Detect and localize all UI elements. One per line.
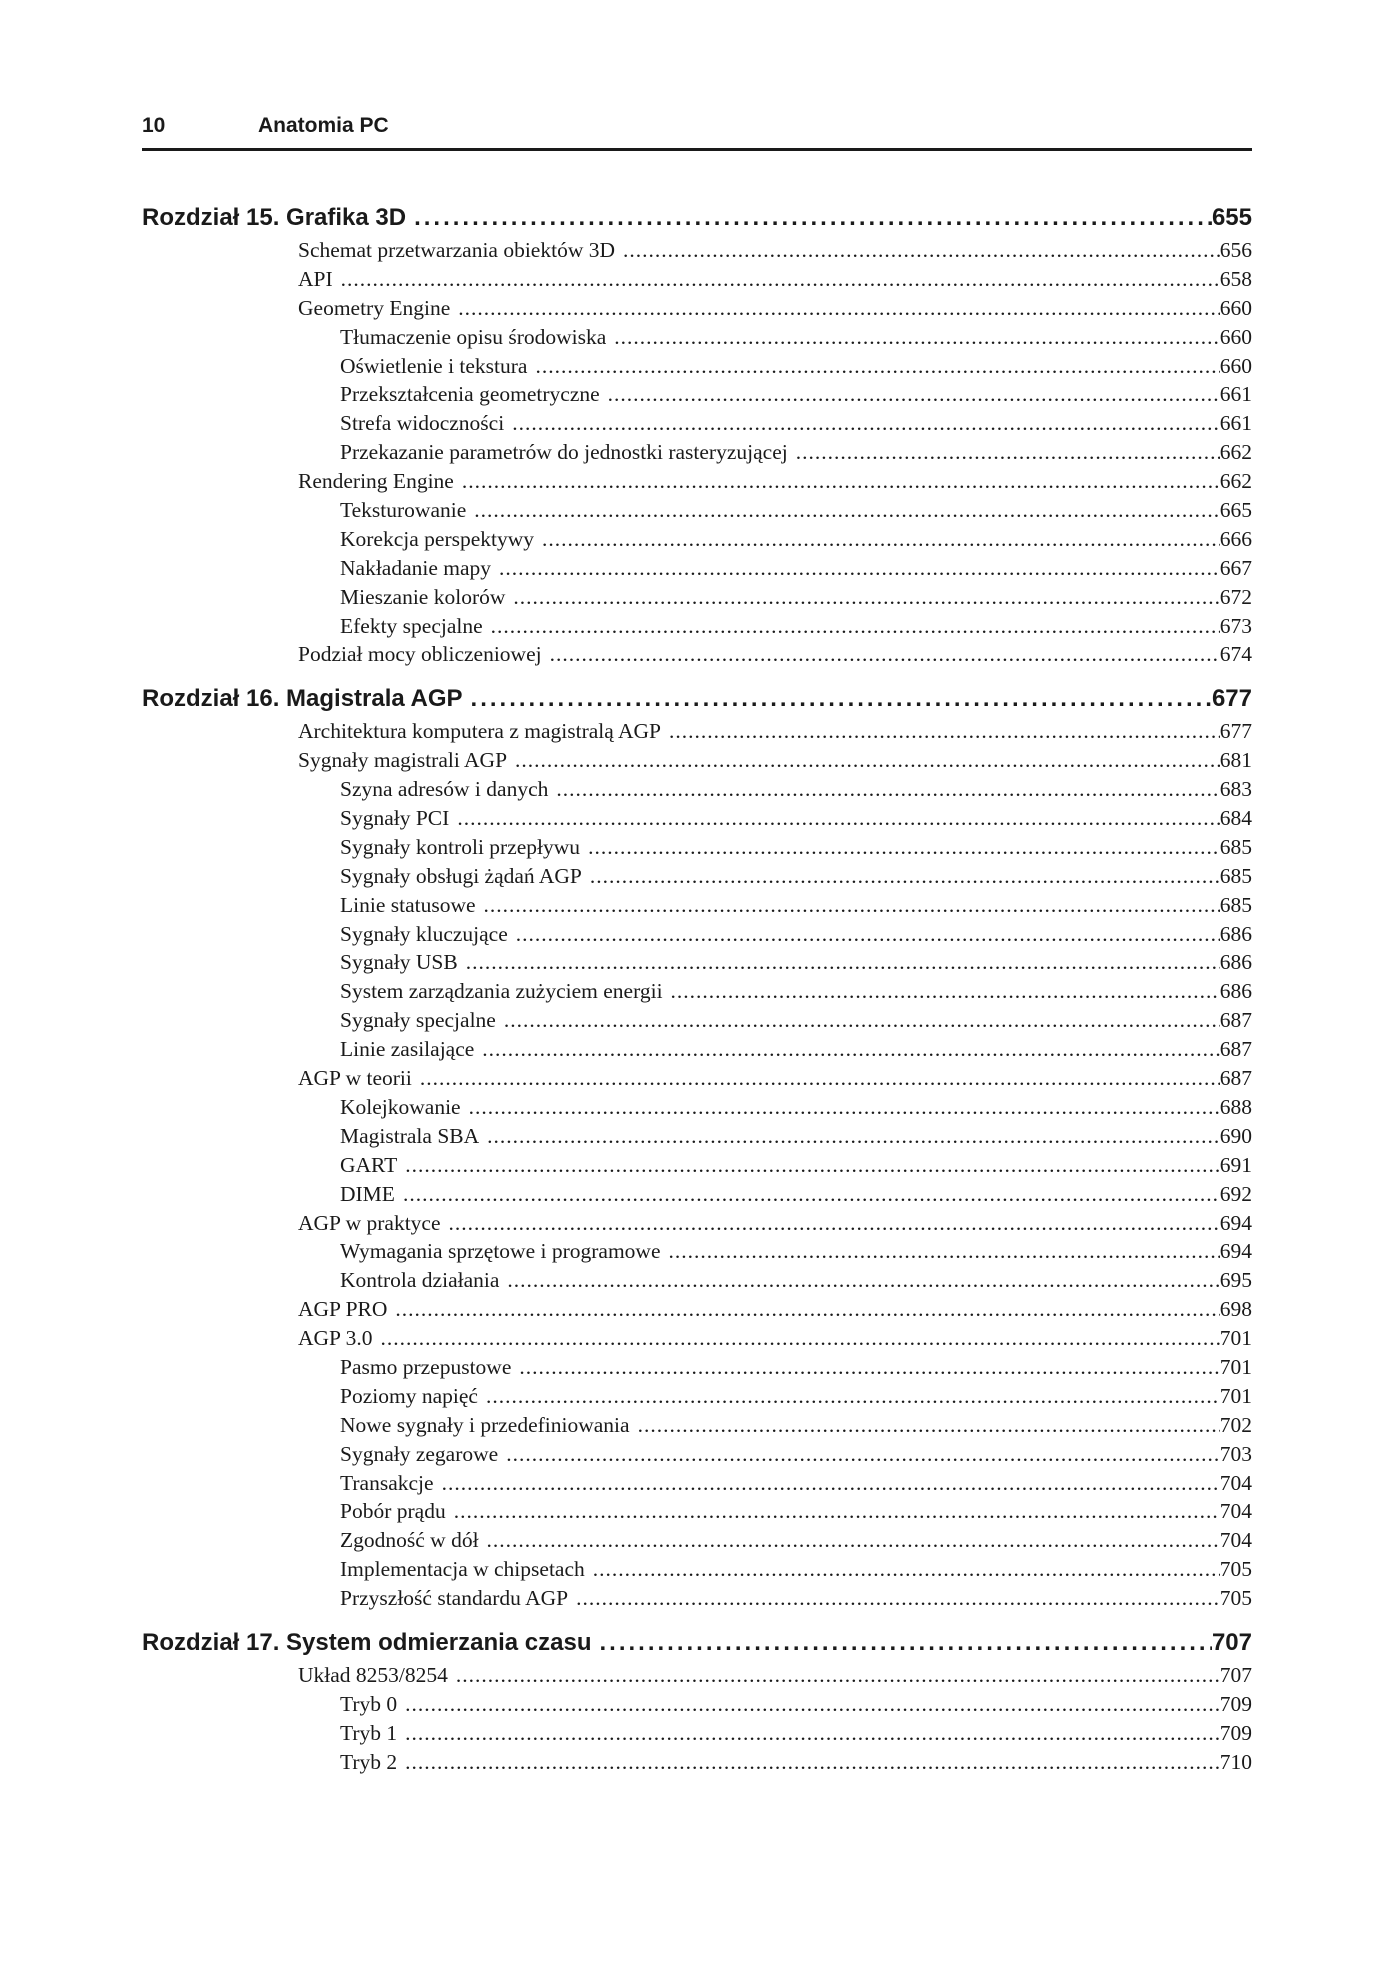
dot-leader (454, 1497, 1220, 1526)
entry-page: 673 (1219, 613, 1252, 638)
dot-leader (414, 200, 1212, 236)
entry-page: 684 (1219, 806, 1252, 831)
toc-chapter (142, 200, 1252, 669)
entry-page: 681 (1219, 748, 1252, 773)
chapter-title: Rozdział 17. System odmierzania czasu (142, 1628, 592, 1656)
dot-leader (469, 1093, 1220, 1122)
toc-subsection[interactable] (142, 612, 1252, 641)
dot-leader (623, 236, 1220, 265)
chapter-heading[interactable] (142, 681, 1252, 717)
entry-title: System zarządzania zużyciem energii (340, 979, 663, 1004)
entry-page: 704 (1219, 1470, 1252, 1495)
entry-title: API (298, 266, 333, 291)
entry-title: Tłumaczenie opisu środowiska (340, 324, 607, 349)
entry-page: 701 (1219, 1326, 1252, 1351)
entry-page: 701 (1219, 1383, 1252, 1408)
toc-subsection[interactable] (142, 1719, 1252, 1748)
entry-title: Szyna adresów i danych (340, 777, 549, 802)
toc-subsection[interactable] (142, 1382, 1252, 1411)
dot-leader (556, 775, 1219, 804)
toc-subsection[interactable] (142, 1469, 1252, 1498)
entry-title: Geometry Engine (298, 295, 451, 320)
toc-subsection[interactable] (142, 1093, 1252, 1122)
entry-title: Schemat przetwarzania obiektów 3D (298, 238, 615, 262)
dot-leader (515, 746, 1220, 775)
toc-subsection[interactable] (142, 862, 1252, 891)
dot-leader (513, 583, 1219, 612)
toc-section[interactable] (142, 1324, 1252, 1353)
toc-subsection[interactable] (142, 1237, 1252, 1266)
entry-title: Korekcja perspektywy (340, 526, 535, 551)
toc-section[interactable] (142, 1661, 1252, 1690)
entry-page: 695 (1219, 1268, 1252, 1293)
dot-leader (395, 1295, 1219, 1324)
entry-title: Sygnały PCI (340, 806, 450, 831)
entry-title: Kontrola działania (340, 1268, 500, 1293)
entry-page: 686 (1219, 979, 1252, 1004)
dot-leader (341, 265, 1220, 294)
entry-title: Efekty specjalne (340, 613, 483, 638)
entry-page: 683 (1219, 777, 1252, 802)
entry-page: 656 (1219, 238, 1252, 262)
entry-title: Pasmo przepustowe (340, 1354, 512, 1379)
toc-section[interactable] (142, 717, 1252, 746)
table-of-contents (142, 200, 1252, 1789)
entry-page: 704 (1219, 1499, 1252, 1524)
toc-section[interactable] (142, 746, 1252, 775)
entry-title: Kolejkowanie (340, 1094, 461, 1119)
entry-title: Sygnały specjalne (340, 1008, 496, 1033)
entry-title: Pobór prądu (340, 1499, 446, 1524)
entry-title: Linie statusowe (340, 892, 476, 917)
dot-leader (449, 1209, 1220, 1238)
dot-leader (519, 1353, 1219, 1382)
dot-leader (491, 612, 1220, 641)
toc-subsection[interactable] (142, 1748, 1252, 1777)
chapter-title: Rozdział 16. Magistrala AGP (142, 685, 463, 713)
dot-leader (671, 977, 1220, 1006)
entry-page: 667 (1219, 555, 1252, 580)
toc-subsection[interactable] (142, 920, 1252, 949)
entry-page: 710 (1219, 1749, 1252, 1774)
entry-title: DIME (340, 1181, 395, 1206)
dot-leader (576, 1584, 1220, 1613)
dot-leader (600, 1625, 1212, 1661)
entry-title: Przekazanie parametrów do jednostki rasteryzującej (340, 440, 788, 465)
dot-leader (457, 804, 1219, 833)
toc-subsection[interactable] (142, 1151, 1252, 1180)
entry-page: 687 (1219, 1066, 1252, 1091)
entry-title: Strefa widoczności (340, 411, 505, 436)
toc-subsection[interactable] (142, 775, 1252, 804)
toc-subsection[interactable] (142, 438, 1252, 467)
chapter-page: 707 (1211, 1628, 1252, 1656)
entry-page: 687 (1219, 1008, 1252, 1033)
dot-leader (405, 1690, 1220, 1719)
dot-leader (482, 1035, 1219, 1064)
toc-subsection[interactable] (142, 525, 1252, 554)
entry-page: 661 (1219, 411, 1252, 436)
entry-title: GART (340, 1152, 398, 1177)
toc-subsection[interactable] (142, 323, 1252, 352)
dot-leader (638, 1411, 1220, 1440)
entry-title: Układ 8253/8254 (298, 1662, 448, 1687)
toc-subsection[interactable] (142, 1555, 1252, 1584)
dot-leader (506, 1440, 1220, 1469)
entry-title: Sygnały obsługi żądań AGP (340, 863, 582, 888)
entry-page: 686 (1219, 950, 1252, 975)
toc-section[interactable] (142, 467, 1252, 496)
toc-subsection[interactable] (142, 1497, 1252, 1526)
toc-subsection[interactable] (142, 891, 1252, 920)
dot-leader (471, 681, 1212, 717)
entry-title: Transakcje (340, 1470, 434, 1495)
entry-title: Linie zasilające (340, 1037, 475, 1062)
toc-subsection[interactable] (142, 1411, 1252, 1440)
dot-leader (512, 409, 1220, 438)
chapter-page: 655 (1211, 204, 1252, 231)
toc-chapter (142, 1625, 1252, 1777)
page-header (142, 108, 1252, 151)
entry-title: Przyszłość standardu AGP (340, 1586, 569, 1611)
dot-leader (405, 1151, 1220, 1180)
entry-page: 685 (1219, 863, 1252, 888)
dot-leader (796, 438, 1220, 467)
toc-subsection[interactable] (142, 554, 1252, 583)
entry-page: 661 (1219, 382, 1252, 407)
dot-leader (487, 1526, 1220, 1555)
toc-section[interactable] (142, 236, 1252, 265)
entry-page: 705 (1219, 1586, 1252, 1611)
chapter-heading[interactable] (142, 1625, 1252, 1661)
toc-subsection[interactable] (142, 804, 1252, 833)
entry-page: 701 (1219, 1354, 1252, 1379)
dot-leader (474, 496, 1219, 525)
dot-leader (542, 525, 1220, 554)
entry-title: Architektura komputera z magistralą AGP (298, 719, 662, 744)
chapter-heading[interactable] (142, 200, 1252, 236)
entry-page: 694 (1219, 1210, 1252, 1235)
dot-leader (484, 891, 1220, 920)
entry-title: Poziomy napięć (340, 1383, 478, 1408)
entry-title: Wymagania sprzętowe i programowe (340, 1239, 661, 1264)
entry-page: 658 (1219, 266, 1252, 291)
entry-page: 662 (1219, 440, 1252, 465)
dot-leader (442, 1469, 1220, 1498)
entry-page: 686 (1219, 921, 1252, 946)
entry-title: Nowe sygnały i przedefiniowania (340, 1412, 630, 1437)
dot-leader (403, 1180, 1220, 1209)
entry-page: 705 (1219, 1557, 1252, 1582)
toc-subsection[interactable] (142, 380, 1252, 409)
entry-title: AGP w praktyce (298, 1210, 441, 1235)
entry-title: Nakładanie mapy (340, 555, 492, 580)
entry-page: 702 (1219, 1412, 1252, 1437)
entry-page: 709 (1219, 1691, 1252, 1716)
dot-leader (487, 1122, 1220, 1151)
toc-section[interactable] (142, 640, 1252, 669)
entry-title: Sygnały magistrali AGP (298, 748, 508, 773)
entry-title: Sygnały kontroli przepływu (340, 834, 581, 859)
chapter-title: Rozdział 15. Grafika 3D (142, 204, 407, 231)
dot-leader (499, 554, 1220, 583)
dot-leader (608, 380, 1220, 409)
dot-leader (486, 1382, 1220, 1411)
dot-leader (516, 920, 1220, 949)
entry-page: 691 (1219, 1152, 1252, 1177)
toc-section[interactable] (142, 1064, 1252, 1093)
toc-chapter (142, 681, 1252, 1613)
dot-leader (614, 323, 1219, 352)
dot-leader (593, 1555, 1220, 1584)
entry-title: Zgodność w dół (340, 1528, 479, 1553)
entry-page: 694 (1219, 1239, 1252, 1264)
entry-title: Magistrala SBA (340, 1123, 480, 1148)
entry-page: 674 (1219, 642, 1252, 667)
dot-leader (420, 1064, 1220, 1093)
dot-leader (588, 833, 1220, 862)
entry-title: Tryb 2 (340, 1749, 398, 1774)
entry-page: 685 (1219, 834, 1252, 859)
toc-subsection[interactable] (142, 1266, 1252, 1295)
dot-leader (380, 1324, 1219, 1353)
entry-title: Tryb 1 (340, 1720, 398, 1745)
entry-title: Sygnały USB (340, 950, 458, 975)
entry-page: 672 (1219, 584, 1252, 609)
entry-page: 677 (1219, 719, 1252, 744)
toc-subsection[interactable] (142, 409, 1252, 438)
entry-page: 660 (1219, 353, 1252, 378)
entry-title: AGP PRO (298, 1297, 388, 1322)
entry-page: 666 (1219, 526, 1252, 551)
toc-subsection[interactable] (142, 1690, 1252, 1719)
toc-subsection[interactable] (142, 1180, 1252, 1209)
dot-leader (507, 1266, 1219, 1295)
dot-leader (405, 1748, 1220, 1777)
chapter-page: 677 (1211, 685, 1252, 713)
toc-subsection[interactable] (142, 977, 1252, 1006)
toc-subsection[interactable] (142, 833, 1252, 862)
entry-title: Sygnały kluczujące (340, 921, 508, 946)
dot-leader (458, 294, 1220, 323)
entry-title: AGP w teorii (298, 1066, 412, 1091)
toc-subsection[interactable] (142, 1006, 1252, 1035)
dot-leader (550, 640, 1220, 669)
entry-title: Przekształcenia geometryczne (340, 382, 600, 407)
entry-title: Rendering Engine (298, 469, 454, 494)
entry-page: 704 (1219, 1528, 1252, 1553)
toc-section[interactable] (142, 265, 1252, 294)
entry-page: 690 (1219, 1123, 1252, 1148)
entry-page: 665 (1219, 498, 1252, 523)
entry-page: 692 (1219, 1181, 1252, 1206)
entry-page: 687 (1219, 1037, 1252, 1062)
entry-page: 685 (1219, 892, 1252, 917)
dot-leader (405, 1719, 1220, 1748)
toc-subsection[interactable] (142, 1584, 1252, 1613)
toc-subsection[interactable] (142, 352, 1252, 381)
entry-title: Mieszanie kolorów (340, 584, 506, 609)
toc-section[interactable] (142, 294, 1252, 323)
dot-leader (456, 1661, 1220, 1690)
entry-title: Implementacja w chipsetach (340, 1557, 585, 1582)
entry-page: 660 (1219, 324, 1252, 349)
toc-section[interactable] (142, 1295, 1252, 1324)
dot-leader (535, 352, 1219, 381)
toc-subsection[interactable] (142, 496, 1252, 525)
entry-title: Sygnały zegarowe (340, 1441, 499, 1466)
entry-page: 698 (1219, 1297, 1252, 1322)
page-number: 10 (142, 114, 166, 137)
entry-title: Tryb 0 (340, 1691, 398, 1716)
toc-section[interactable] (142, 1209, 1252, 1238)
entry-page: 662 (1219, 469, 1252, 494)
entry-page: 709 (1219, 1720, 1252, 1745)
dot-leader (466, 948, 1220, 977)
toc-subsection[interactable] (142, 1526, 1252, 1555)
entry-page: 707 (1219, 1662, 1252, 1687)
toc-subsection[interactable] (142, 1353, 1252, 1382)
entry-title: AGP 3.0 (298, 1326, 373, 1351)
toc-subsection[interactable] (142, 1440, 1252, 1469)
dot-leader (590, 862, 1220, 891)
entry-page: 688 (1219, 1094, 1252, 1119)
dot-leader (669, 717, 1220, 746)
entry-title: Teksturowanie (340, 498, 467, 523)
toc-subsection[interactable] (142, 583, 1252, 612)
entry-page: 703 (1219, 1441, 1252, 1466)
dot-leader (504, 1006, 1220, 1035)
entry-title: Podział mocy obliczeniowej (298, 642, 542, 667)
toc-subsection[interactable] (142, 1035, 1252, 1064)
entry-title: Oświetlenie i tekstura (340, 353, 528, 378)
dot-leader (462, 467, 1220, 496)
toc-subsection[interactable] (142, 1122, 1252, 1151)
dot-leader (668, 1237, 1219, 1266)
book-title: Anatomia PC (258, 114, 389, 137)
toc-subsection[interactable] (142, 948, 1252, 977)
entry-page: 660 (1219, 295, 1252, 320)
